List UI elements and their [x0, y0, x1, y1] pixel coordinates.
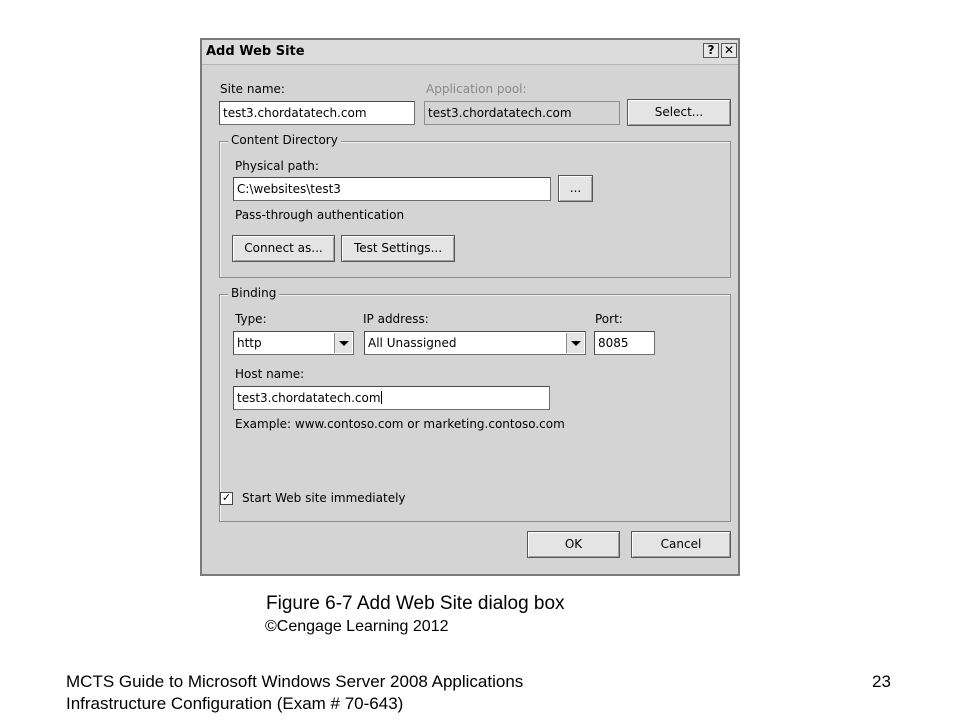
auth-text: Pass-through authentication	[235, 208, 405, 222]
port-input[interactable]: 8085	[594, 331, 655, 355]
start-immediately-checkbox[interactable]: ✓	[221, 492, 232, 504]
host-name-value: test3.chordatatech.com	[237, 391, 381, 405]
site-name-input[interactable]: test3.chordatatech.com	[219, 101, 415, 125]
figure-caption: Figure 6-7 Add Web Site dialog box	[266, 593, 565, 614]
type-label: Type:	[235, 312, 267, 326]
ip-address-value: All Unassigned	[368, 336, 457, 350]
text-caret	[381, 391, 382, 404]
page-number: 23	[872, 672, 891, 691]
physical-path-input[interactable]: C:\websites\test3	[233, 177, 551, 201]
port-label: Port:	[595, 312, 623, 326]
select-button[interactable]: Select...	[627, 99, 731, 126]
start-immediately-label[interactable]: Start Web site immediately	[242, 491, 406, 505]
site-name-label: Site name:	[220, 82, 285, 96]
chevron-down-icon[interactable]	[334, 333, 352, 353]
app-pool-label: Application pool:	[426, 82, 527, 96]
dialog-title: Add Web Site	[206, 44, 305, 59]
connect-as-button[interactable]: Connect as...	[232, 235, 335, 262]
type-select[interactable]	[233, 331, 354, 355]
help-button[interactable]: ?	[703, 43, 719, 58]
type-select-value: http	[237, 336, 262, 350]
browse-button[interactable]: ...	[558, 175, 593, 202]
host-name-input[interactable]	[233, 386, 550, 410]
content-directory-group	[219, 133, 731, 278]
cancel-button[interactable]: Cancel	[631, 531, 731, 558]
physical-path-label: Physical path:	[235, 159, 319, 173]
test-settings-button[interactable]: Test Settings...	[341, 235, 455, 262]
example-text: Example: www.contoso.com or marketing.contoso.com	[235, 417, 565, 431]
host-name-label: Host name:	[235, 367, 305, 381]
footer-title-line2: Infrastructure Configuration (Exam # 70-643)	[66, 694, 404, 713]
footer-title-line1: MCTS Guide to Microsoft Windows Server 2008 Applications	[66, 672, 524, 691]
chevron-down-icon[interactable]	[566, 333, 584, 353]
dialog-titlebar[interactable]	[202, 40, 738, 65]
ip-address-label: IP address:	[363, 312, 429, 326]
app-pool-field: test3.chordatatech.com	[424, 101, 620, 125]
add-web-site-dialog	[200, 38, 740, 576]
close-icon[interactable]: ✕	[721, 43, 737, 58]
content-directory-legend: Content Directory	[228, 133, 341, 147]
ok-button[interactable]: OK	[527, 531, 620, 558]
ip-address-select[interactable]	[364, 331, 586, 355]
binding-legend: Binding	[228, 286, 279, 300]
binding-group	[219, 286, 731, 522]
copyright-text: ©Cengage Learning 2012	[265, 618, 449, 635]
